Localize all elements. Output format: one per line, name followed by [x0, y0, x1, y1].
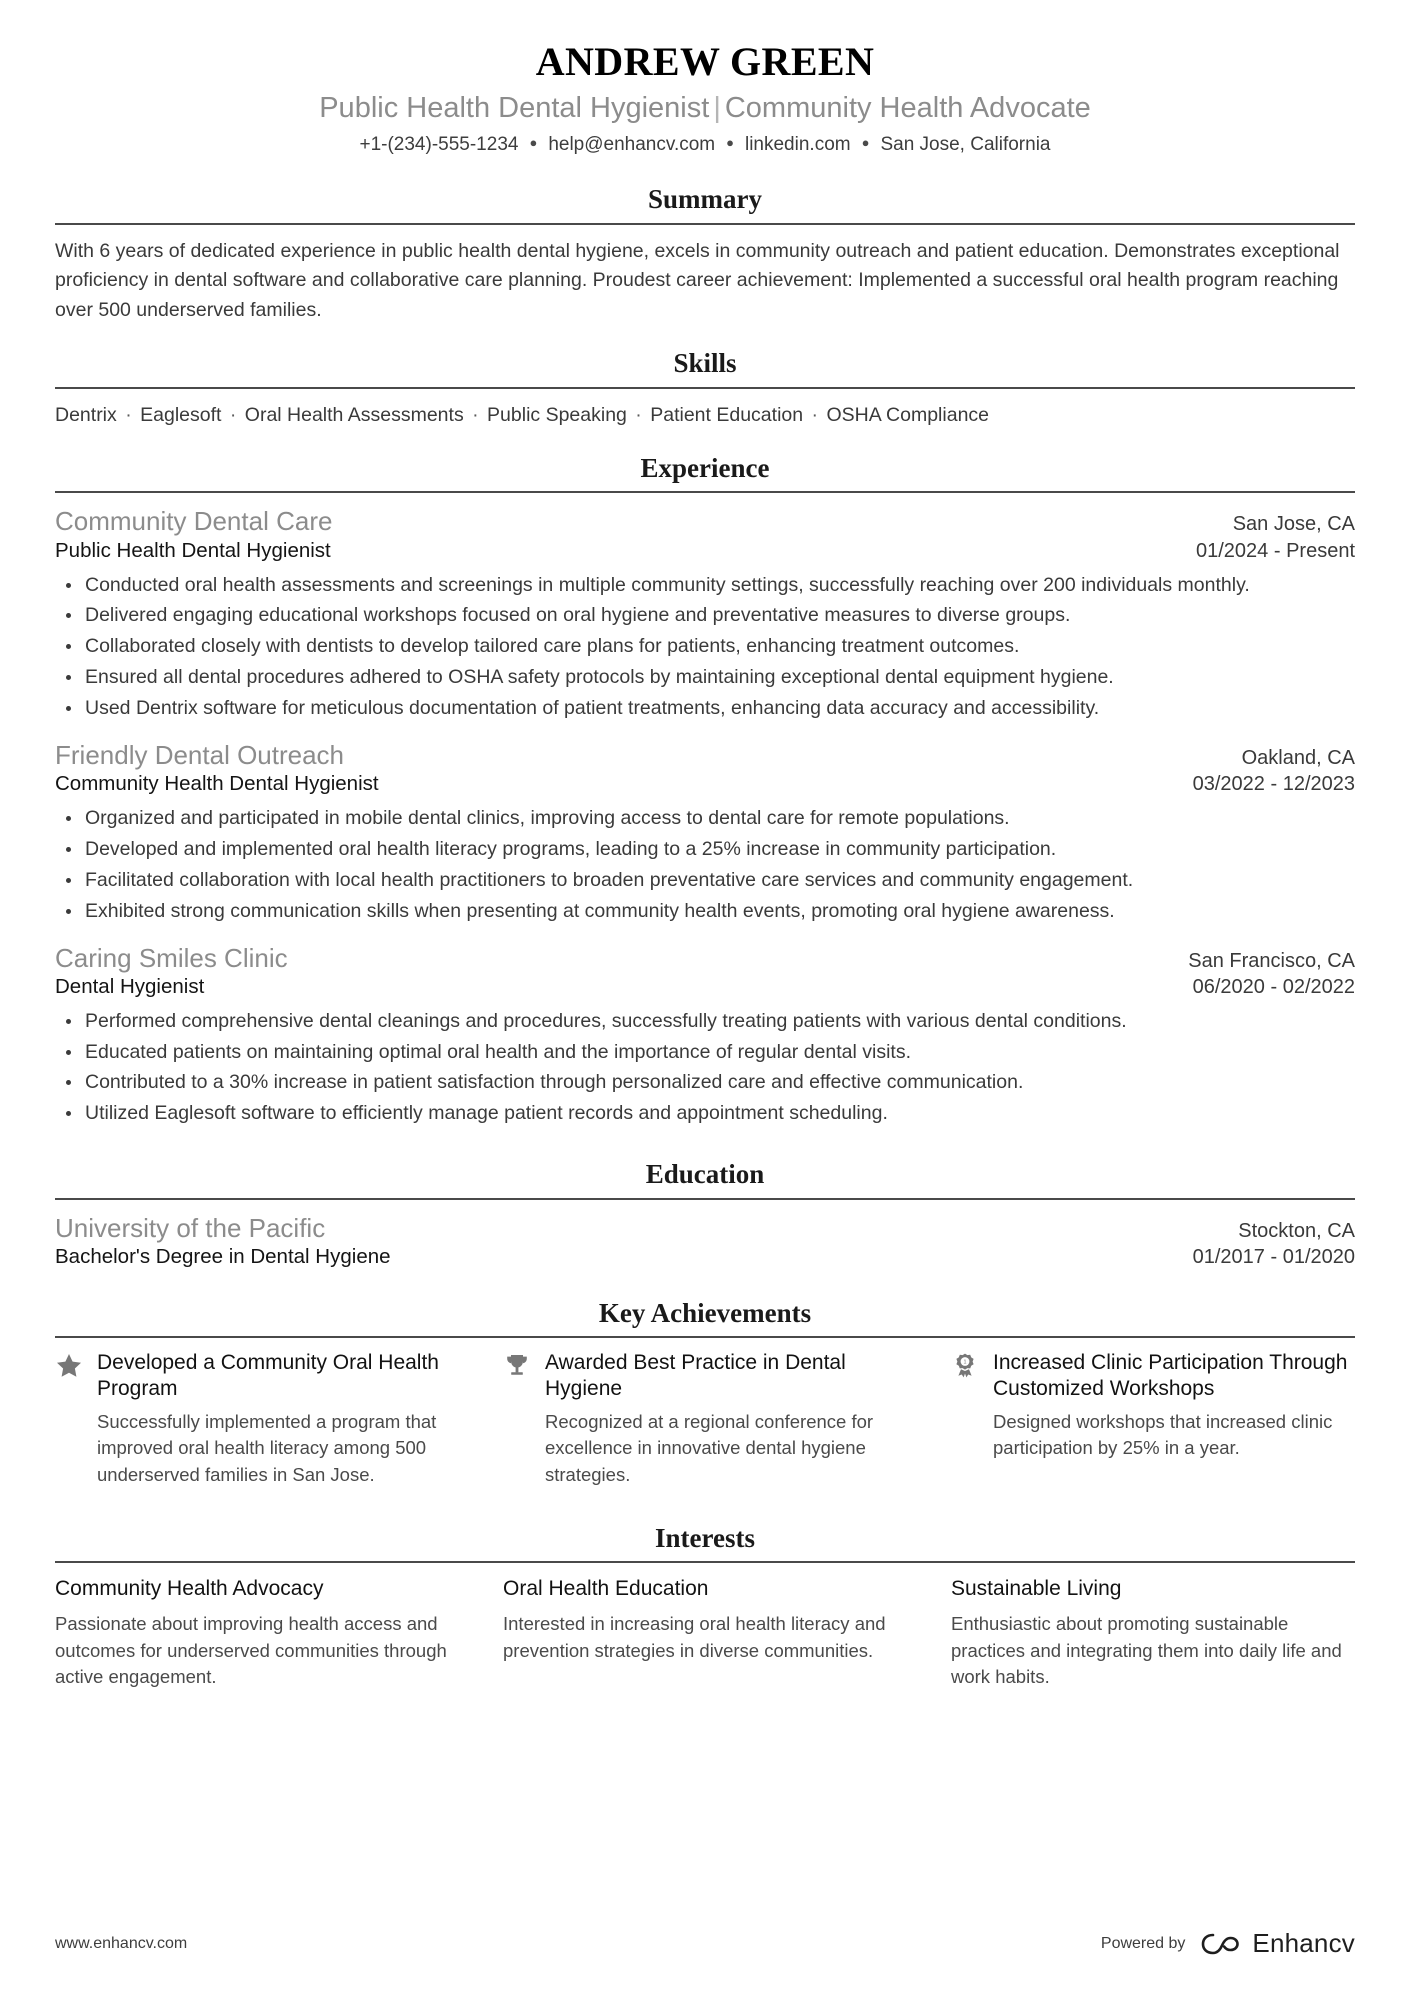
interest-item [55, 1575, 459, 1691]
entry-role: Dental Hygienist [55, 975, 205, 999]
list-item: Ensured all dental procedures adhered to OSHA safety protocols by maintaining exceptional dental equipment hygiene. [83, 664, 1355, 692]
page-title: ANDREW GREEN [535, 39, 875, 84]
skill-separator: · [806, 403, 824, 426]
tagline-divider: | [713, 92, 721, 124]
skill-item: Dentrix [55, 403, 117, 426]
experience-entry [55, 1212, 1355, 1271]
section-heading-experience: Experience [640, 453, 770, 484]
list-item: Collaborated closely with dentists to develop tailored care plans for patients, enhancing treatment outcomes. [83, 633, 1355, 661]
entry-subheader-row [55, 771, 1355, 798]
section-experience [55, 452, 1355, 1128]
education-entries [55, 1212, 1355, 1271]
entry-subheader-row [55, 974, 1355, 1001]
achievement-header [55, 1350, 459, 1402]
key-achievements-columns [55, 1350, 1355, 1488]
bullet-separator-icon: ● [529, 135, 538, 151]
contact-line [55, 134, 1355, 157]
entry-bullet-list [55, 572, 1355, 723]
professional-tagline [55, 92, 1355, 125]
skill-item: Patient Education [650, 403, 804, 426]
entry-organization: Friendly Dental Outreach [55, 739, 345, 770]
section-divider [55, 1336, 1355, 1338]
section-summary [55, 183, 1355, 325]
achievement-description: Successfully implemented a program that improved oral health literacy among 500 underserved families in San Jose. [97, 1411, 437, 1485]
entry-bullet-list [55, 805, 1355, 926]
experience-entries [55, 505, 1355, 1128]
powered-by-label: Powered by [1100, 1934, 1186, 1952]
list-item: Contributed to a 30% increase in patient satisfaction through personalized care and effective communication. [83, 1069, 1355, 1097]
award-ribbon-icon [951, 1352, 979, 1380]
entry-location: San Francisco, CA [1188, 949, 1355, 972]
entry-header-row [55, 739, 1355, 772]
entry-organization: Community Dental Care [55, 506, 333, 537]
contact-email[interactable]: help@enhancv.com [548, 134, 716, 156]
page-footer [55, 1928, 1355, 1959]
experience-entry [55, 739, 1355, 926]
list-item: Educated patients on maintaining optimal oral health and the importance of regular dental visits. [83, 1039, 1355, 1067]
interests-columns [55, 1575, 1355, 1691]
tagline-primary: Public Health Dental Hygienist [319, 92, 710, 124]
achievement-header [503, 1350, 907, 1402]
contact-phone: +1-(234)-555-1234 [359, 134, 519, 156]
entry-role: Community Health Dental Hygienist [55, 772, 379, 796]
summary-text: With 6 years of dedicated experience in public health dental hygiene, excels in community outreach and patient education. Demonstrates exceptional proficiency in dental software and collaborative care planning. Proudest career achievement: Implemented a successful oral health program reaching over 500 underserved families. [55, 239, 1340, 321]
resume-header [55, 40, 1355, 157]
tagline-secondary: Community Health Advocate [724, 92, 1091, 124]
skills-list [55, 401, 1355, 430]
trophy-icon [503, 1352, 531, 1380]
list-item: Used Dentrix software for meticulous documentation of patient treatments, enhancing data accuracy and accessibility. [83, 695, 1355, 723]
list-item: Facilitated collaboration with local health practitioners to broaden preventative care services and community engagement. [83, 867, 1355, 895]
footer-brand-area [1101, 1928, 1355, 1959]
interest-description: Interested in increasing oral health literacy and prevention strategies in diverse communities. [503, 1612, 886, 1661]
section-divider [55, 1198, 1355, 1200]
entry-location: Oakland, CA [1241, 746, 1355, 769]
bullet-separator-icon: ● [726, 135, 734, 151]
achievement-description: Recognized at a regional conference for excellence in innovative dental hygiene strategies. [545, 1411, 874, 1485]
interest-title: Oral Health Education [503, 1577, 709, 1601]
entry-subheader-row [55, 538, 1355, 565]
section-interests [55, 1522, 1355, 1691]
experience-entry [55, 942, 1355, 1129]
interest-item [503, 1575, 907, 1664]
entry-dates: 01/2024 - Present [1196, 539, 1355, 562]
skill-item: OSHA Compliance [826, 403, 990, 426]
interest-title: Community Health Advocacy [55, 1577, 324, 1601]
experience-entry [55, 505, 1355, 723]
skill-item: Public Speaking [487, 403, 627, 426]
entry-subheader-row [55, 1244, 1355, 1271]
section-heading-interests: Interests [655, 1523, 755, 1554]
section-divider [55, 1561, 1355, 1563]
key-achievement-item [55, 1350, 459, 1488]
interest-description: Enthusiastic about promoting sustainable practices and integrating them into daily life and work habits. [951, 1612, 1342, 1688]
entry-role: Bachelor's Degree in Dental Hygiene [55, 1245, 391, 1269]
entry-header-row [55, 1212, 1355, 1245]
brand-logo [1201, 1928, 1355, 1959]
list-item: Exhibited strong communication skills when presenting at community health events, promoting oral hygiene awareness. [83, 898, 1355, 926]
list-item: Conducted oral health assessments and screenings in multiple community settings, successfully reaching over 200 individuals monthly. [83, 572, 1355, 600]
list-item: Delivered engaging educational workshops focused on oral hygiene and preventative measures to diverse groups. [83, 602, 1355, 630]
section-key-achievements [55, 1297, 1355, 1488]
svg-text:1: 1 [963, 1359, 967, 1366]
entry-header-row [55, 505, 1355, 538]
skill-item: Eaglesoft [140, 403, 222, 426]
entry-dates: 06/2020 - 02/2022 [1192, 976, 1355, 999]
interest-description: Passionate about improving health access and outcomes for underserved communities through active engagement. [55, 1612, 447, 1688]
star-icon [55, 1352, 83, 1380]
section-divider [55, 223, 1355, 225]
achievement-title: Increased Clinic Participation Through Customized Workshops [993, 1351, 1348, 1401]
skill-separator: · [466, 403, 485, 426]
entry-organization: University of the Pacific [55, 1212, 326, 1243]
contact-location: San Jose, California [880, 134, 1051, 156]
skill-item: Oral Health Assessments [244, 403, 464, 426]
interest-item [951, 1575, 1355, 1691]
section-heading-summary: Summary [648, 184, 762, 215]
entry-bullet-list [55, 1008, 1355, 1129]
contact-linkedin[interactable]: linkedin.com [744, 134, 851, 156]
key-achievement-item [503, 1350, 907, 1488]
achievement-description: Designed workshops that increased clinic participation by 25% in a year. [993, 1411, 1333, 1459]
achievement-header [951, 1350, 1355, 1402]
list-item: Organized and participated in mobile dental clinics, improving access to dental care for remote populations. [83, 805, 1355, 833]
skill-separator: · [629, 403, 648, 426]
enhancv-logo-icon [1201, 1931, 1243, 1957]
section-heading-key-achievements: Key Achievements [598, 1297, 812, 1328]
list-item: Performed comprehensive dental cleanings and procedures, successfully treating patients with various dental conditions. [83, 1008, 1355, 1036]
entry-role: Public Health Dental Hygienist [55, 538, 331, 562]
section-heading-education: Education [645, 1159, 765, 1190]
section-divider [55, 387, 1355, 389]
entry-header-row [55, 942, 1355, 975]
section-skills [55, 347, 1355, 430]
skill-separator: · [224, 403, 242, 426]
entry-location: Stockton, CA [1238, 1219, 1355, 1242]
section-divider [55, 491, 1355, 493]
list-item: Developed and implemented oral health literacy programs, leading to a 25% increase in community participation. [83, 836, 1355, 864]
entry-dates: 03/2022 - 12/2023 [1192, 773, 1355, 796]
list-item: Utilized Eaglesoft software to efficiently manage patient records and appointment scheduling. [83, 1100, 1355, 1128]
entry-dates: 01/2017 - 01/2020 [1192, 1246, 1355, 1269]
achievement-title: Developed a Community Oral Health Program [97, 1351, 439, 1401]
achievement-title: Awarded Best Practice in Dental Hygiene [545, 1351, 846, 1401]
footer-url[interactable]: www.enhancv.com [55, 1934, 188, 1952]
interest-title: Sustainable Living [951, 1577, 1122, 1601]
skill-separator: · [119, 403, 138, 426]
section-education [55, 1158, 1355, 1271]
brand-name: Enhancv [1252, 1928, 1355, 1958]
bullet-separator-icon: ● [861, 135, 870, 151]
entry-organization: Caring Smiles Clinic [55, 942, 288, 973]
section-heading-skills: Skills [673, 348, 737, 379]
entry-location: San Jose, CA [1232, 513, 1355, 536]
key-achievement-item [951, 1350, 1355, 1462]
